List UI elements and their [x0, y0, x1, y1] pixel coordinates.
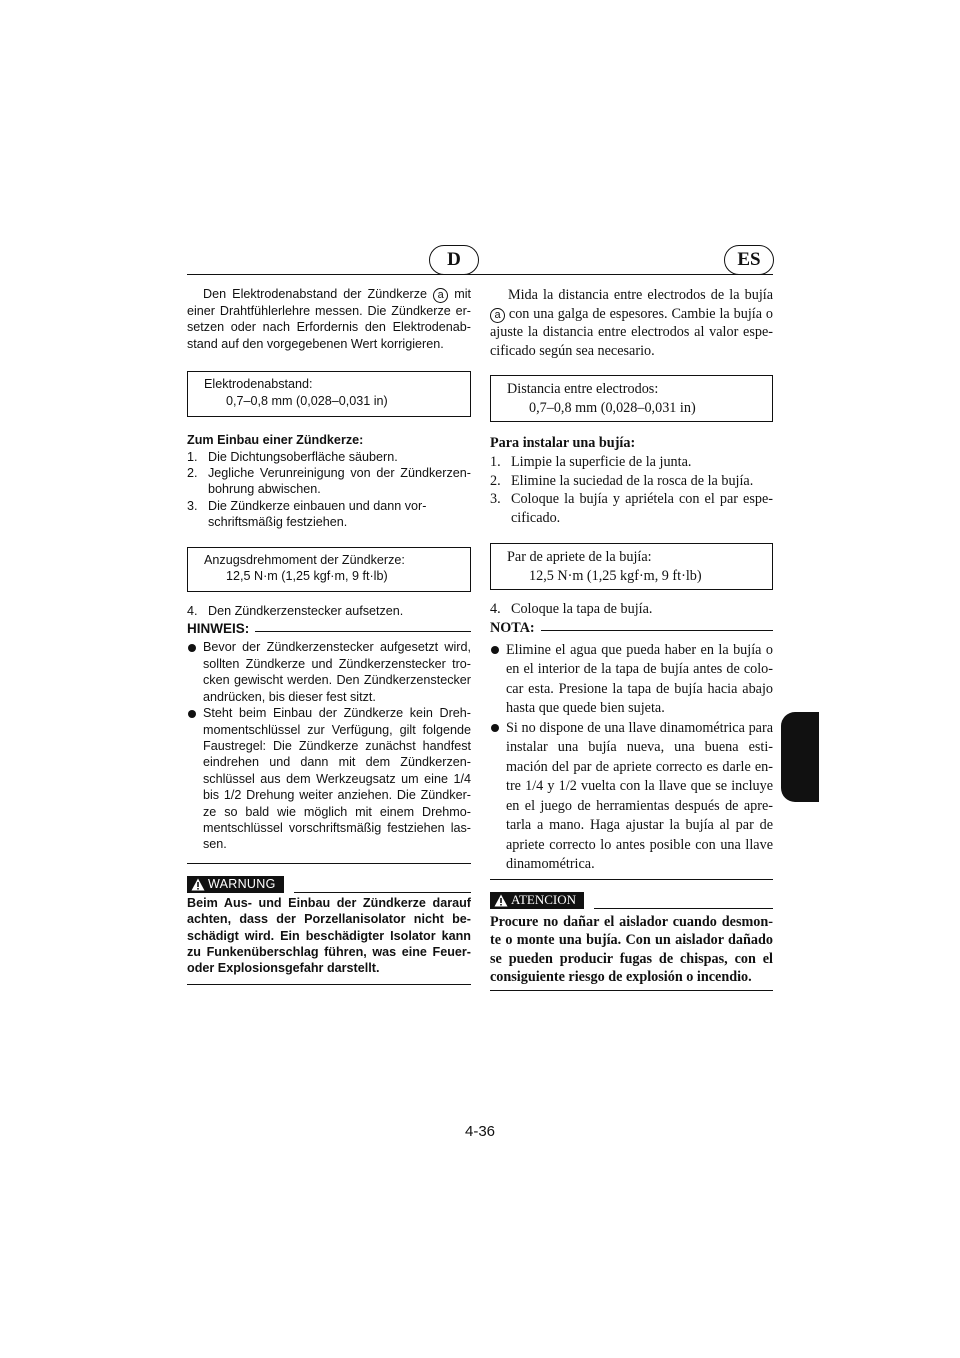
intro-paragraph: Den Elektrodenabstand der Zündkerze a mit einer Drahtfühlerlehre messen. Die Zündkerze er-setzen oder nach Erfordernis den Elektrodenab-stand auf den vorgegebenen Wert korrigieren.: [187, 287, 471, 351]
callout-a-icon: a: [490, 308, 505, 323]
language-badge-es: ES: [724, 245, 774, 275]
note-end-rule: [187, 863, 471, 864]
note-end-rule: [490, 879, 773, 880]
electrode-gap-spec-box: [187, 371, 471, 417]
list-item: 1. Die Dichtungsoberfläche säubern.: [187, 449, 398, 464]
bullet-icon: [188, 644, 196, 652]
spec-value: 0,7–0,8 mm (0,028–0,031 in): [226, 393, 388, 408]
spec-value: 12,5 N·m (1,25 kgf·m, 9 ft·lb): [529, 567, 702, 584]
german-column: [187, 286, 471, 985]
warning-triangle-icon: [191, 878, 205, 891]
note-heading: HINWEIS:: [187, 621, 471, 637]
intro-paragraph: Mida la distancia entre electrodos de la bujía a con una galga de espesores. Cambie la bujía o ajuste la distancia entre electrodos al valor espe-cificado según sea necesario.: [490, 287, 773, 359]
warning-badge: WARNUNG: [187, 876, 284, 893]
list-item: 3. Die Zündkerze einbauen und dann vor-schriftsmäßig festziehen.: [187, 498, 427, 530]
list-item: 4. Den Zündkerzenstecker aufsetzen.: [187, 603, 404, 618]
language-badge-de: D: [429, 245, 479, 275]
list-item: 1. Limpie la superficie de la junta.: [490, 453, 692, 470]
warning-heading: [187, 876, 471, 893]
note-heading: NOTA:: [490, 619, 773, 638]
bullet-icon: [491, 724, 499, 732]
install-title: Para instalar una bujía:: [490, 435, 636, 452]
warning-triangle-icon: [494, 894, 508, 907]
warning-text: Procure no dañar el aislador cuando desmon-te o monte una bujía. Con un aislador dañado se pueden producir fugas de chispas, con el consiguiente riesgo de explosión o incendio.: [490, 913, 773, 986]
install-steps: [187, 449, 471, 531]
warning-heading: [490, 892, 773, 909]
list-item: 2. Elimine la suciedad de la rosca de la bujía.: [490, 472, 754, 489]
bullet-icon: [491, 646, 499, 654]
chapter-tab-marker: [781, 712, 819, 802]
spec-label: Elektrodenabstand:: [204, 377, 313, 392]
list-item: 2. Jegliche Verunreinigung von der Zündkerzen-bohrung abwischen.: [187, 466, 471, 497]
spec-label: Par de apriete de la bujía:: [507, 549, 652, 566]
spec-label: Anzugsdrehmoment der Zündkerze:: [204, 552, 405, 567]
note-bullet: Elimine el agua que pueda haber en la bujía o en el interior de la tapa de bujía antes de colo-car esta. Presione la tapa de bujía hacia abajo hasta que quede bien sujeta.: [490, 641, 773, 719]
note-bullet: Si no dispone de una llave dinamométrica para instalar una bujía nueva, una buena esti-mación del par de apriete correcto es darle en-tre 1/4 y 1/2 vuelta con la llave que se incluye en el juego de herramientas después de apre-tarla a mano. Haga ajustar la bujía al par de apriete correcto lo antes posible con una llave dinamométrica.: [490, 719, 773, 875]
warning-text: Beim Aus- und Einbau der Zündkerze darauf achten, dass der Porzellanisolator nicht be-schädigt wird. Ein beschädigter Isolator kann zu Funkenüberschlag führen, was eine Feuer-oder Explosionsgefahr darstellt.: [187, 895, 471, 976]
note-bullet: Bevor der Zündkerzenstecker aufgesetzt wird, sollten Zündkerze und Zündkerzenstecker tro-cken gewischt werden. Den Zündkerzenstecker andrücken, bis dieser fest sitzt.: [187, 639, 471, 705]
warning-badge: ATENCION: [490, 892, 584, 909]
install-title: Zum Einbau einer Zündkerze:: [187, 433, 364, 448]
callout-a-icon: a: [433, 288, 448, 303]
spanish-column: [490, 286, 773, 991]
spec-value: 0,7–0,8 mm (0,028–0,031 in): [529, 399, 696, 416]
bullet-icon: [188, 710, 196, 718]
install-steps: [490, 453, 773, 527]
torque-spec-box: [187, 547, 471, 592]
note-bullet: Steht beim Einbau der Zündkerze kein Dreh-momentschlüssel zur Verfügung, gilt folgende Faustregel: Die Zündkerze zunächst handfest eindrehen und dann mit dem Zündkerzen-schlüssel aus dem Werkzeugsatz um eine 1/4 bis 1/2 Drehung weiter anziehen. Die Zündker-ze so bald wie möglich mit einem Drehmo-mentschlüssel vorschriftsmäßig festziehen las-sen.: [187, 705, 471, 853]
list-item: 3. Coloque la bujía y apriétela con el par espe-cificado.: [490, 491, 773, 526]
list-item: 4. Coloque la tapa de bujía.: [490, 601, 653, 618]
spec-value: 12,5 N·m (1,25 kgf·m, 9 ft·lb): [226, 569, 388, 584]
spec-label: Distancia entre electrodos:: [507, 381, 659, 398]
warning-end-rule: [490, 990, 773, 991]
header-rule: [187, 274, 773, 275]
warning-end-rule: [187, 984, 471, 985]
page-number: 4-36: [464, 1123, 496, 1140]
electrode-gap-spec-box: [490, 375, 773, 422]
torque-spec-box: [490, 543, 773, 590]
